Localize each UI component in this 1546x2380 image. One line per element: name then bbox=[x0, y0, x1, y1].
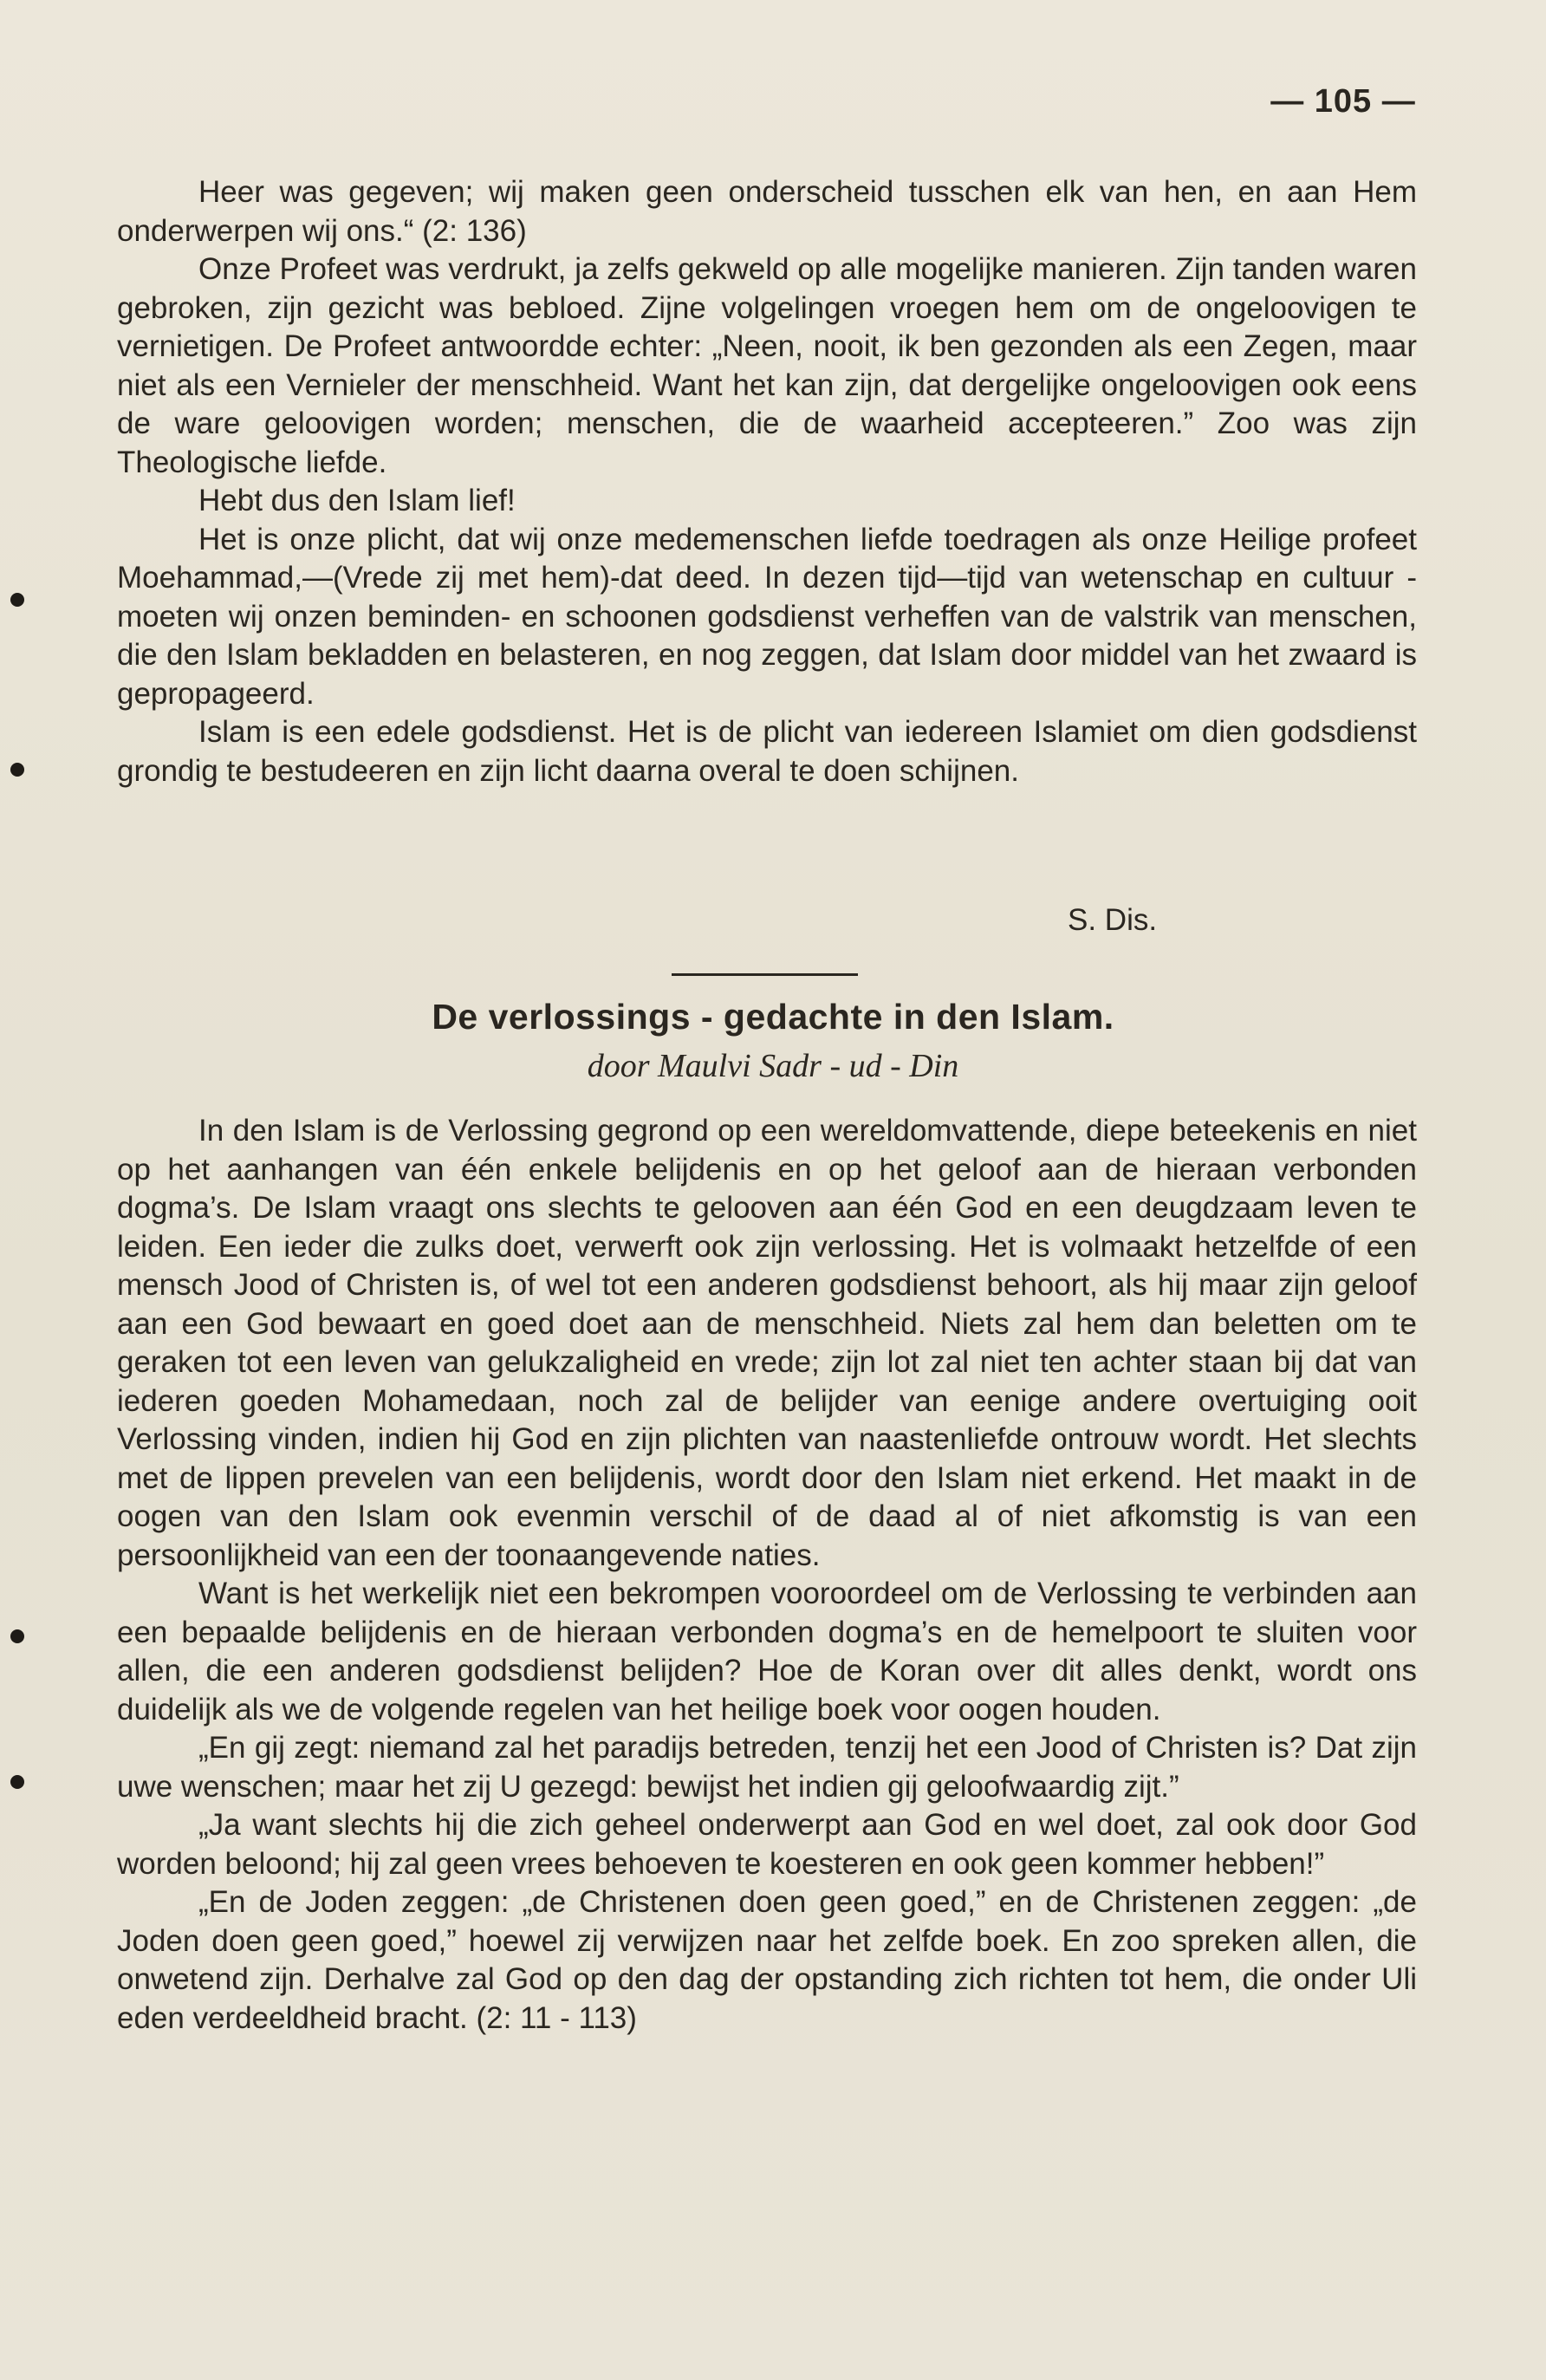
paragraph: „Ja want slechts hij die zich geheel onderwerpt aan God en wel doet, zal ook door God worden beloond; hij zal geen vrees behoeven te koesteren en ook geen kommer hebben!” bbox=[117, 1808, 1417, 1881]
punch-hole-mark bbox=[10, 593, 24, 607]
section-divider bbox=[672, 973, 858, 976]
paragraph: „En gij zegt: niemand zal het paradijs betreden, tenzij het een Jood of Christen is? Dat zijn uwe wenschen; maar het zij U gezegd: bewijst het indien gij geloofwaardig zijt.” bbox=[117, 1731, 1417, 1804]
signature: S. Dis. bbox=[1068, 903, 1158, 937]
paragraph: Want is het werkelijk niet een bekrompen vooroordeel om de Verlossing te verbinden aan een bepaalde belijdenis en de hieraan verbonden dogma’s en de hemelpoort te sluiten voor allen, die een anderen godsdienst belijden? Hoe de Koran over dit alles denkt, wordt ons duidelijk als we de volgende regelen van het heilige boek voor oogen houden. bbox=[117, 1577, 1417, 1726]
paragraph: Hebt dus den Islam lief! bbox=[198, 484, 516, 517]
second-article-body bbox=[117, 1112, 1417, 2038]
paragraph: In den Islam is de Verlossing gegrond op een wereldomvattende, diepe beteekenis en niet op het aanhangen van één enkele belijdenis en op het geloof aan de hieraan verbonden dogma’s. De Islam vraagt ons slechts te gelooven aan één God en een deugdzaam leven te leiden. Een ieder die zulks doet, verwerft ook zijn verlossing. Het is volmaakt hetzelfde of een mensch Jood of Christen is, of wel tot een anderen godsdienst behoort, als hij maar zijn geloof aan een God bewaart en goed doet aan de menschheid. Niets zal hem dan beletten om te geraken tot een leven van gelukzaligheid en vrede; zijn lot zal niet ten achter staan bij dat van iederen goeden Mohamedaan, noch zal de belijder van eenige andere overtuiging ooit Verlossing vinden, indien hij God en zijn plichten van naastenliefde ontrouw wordt. Het slechts met de lippen prevelen van een belijdenis, wordt door den Islam niet erkend. Het maakt in de oogen van den Islam ook evenmin verschil of de daad al of niet afkomstig is van een persoonlijkheid van een der toonaangevende naties. bbox=[117, 1114, 1417, 1572]
paragraph: Heer was gegeven; wij maken geen onderscheid tusschen elk van hen, en aan Hem onderwerpen wij ons.“ (2: 136) bbox=[117, 175, 1417, 248]
article-title: De verlossings - gedachte in den Islam. bbox=[432, 997, 1114, 1037]
first-article-body bbox=[117, 173, 1417, 790]
paragraph: Islam is een edele godsdienst. Het is de plicht van iedereen Islamiet om dien godsdienst grondig te bestudeeren en zijn licht daarna overal te doen schijnen. bbox=[117, 715, 1417, 788]
punch-hole-mark bbox=[10, 763, 24, 777]
punch-hole-mark bbox=[10, 1775, 24, 1789]
punch-hole-mark bbox=[10, 1629, 24, 1643]
paragraph: Onze Profeet was verdrukt, ja zelfs gekweld op alle mogelijke manieren. Zijn tanden waren gebroken, zijn gezicht was bebloed. Zijne volgelingen vroegen hem om de ongeloovigen te vernietigen. De Profeet antwoordde echter: „Neen, nooit, ik ben gezonden als een Zegen, maar niet als een Vernieler der menschheid. Want het kan zijn, dat dergelijke ongeloovigen ook eens de ware geloovigen worden; menschen, die de waarheid accepteeren.” Zoo was zijn Theologische liefde. bbox=[117, 252, 1417, 479]
paragraph: „En de Joden zeggen: „de Christenen doen geen goed,” en de Christenen zeggen: „de Joden doen geen goed,” hoewel zij verwijzen naar het zelfde boek. En zoo spreken allen, die onwetend zijn. Derhalve zal God op den dag der opstanding zich richten tot hem, die onder Uli eden verdeeldheid bracht. (2: 11 - 113) bbox=[117, 1885, 1417, 2035]
paragraph: Het is onze plicht, dat wij onze medemenschen liefde toedragen als onze Heilige profeet Moehammad,—(Vrede zij met hem)-dat deed. In dezen tijd—tijd van wetenschap en cultuur - moeten wij onzen beminden- en schoonen godsdienst verheffen van de valstrik van menschen, die den Islam bekladden en belasteren, en nog zeggen, dat Islam door middel van het zwaard is gepropageerd. bbox=[117, 522, 1417, 711]
article-byline: door Maulvi Sadr - ud - Din bbox=[587, 1048, 959, 1084]
page-number: — 105 — bbox=[1270, 83, 1416, 120]
